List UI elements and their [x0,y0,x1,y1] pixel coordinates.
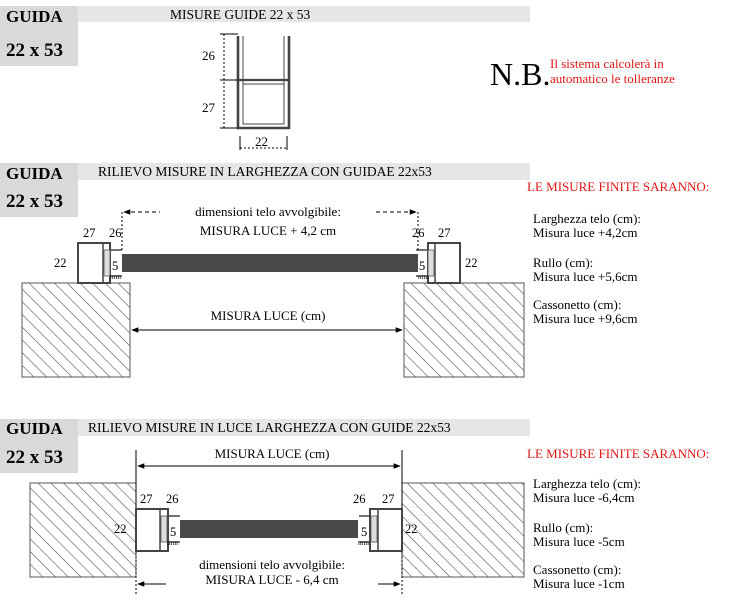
dim-top: 26 [202,48,215,63]
num-22-left: 22 [114,522,127,536]
num-27-left: 27 [140,492,153,506]
dim-width: 22 [255,134,268,149]
num-27-left: 27 [83,226,96,240]
result-value-cassonetto: Misura luce +9,6cm [533,311,638,326]
result-value-rullo: Misura luce +5,6cm [533,269,638,284]
luce-label: MISURA LUCE (cm) [210,308,326,323]
unit-mm-right: mm [418,273,429,281]
num-22-right: 22 [465,256,478,270]
guida-label: GUIDA [6,7,63,26]
telo-bar [122,254,418,272]
nb-note [490,56,675,92]
num-22-left: 22 [54,256,67,270]
num-26-right: 26 [412,226,425,240]
wall-right [404,283,524,377]
nb-line-2: automatico le tolleranze [550,71,675,86]
vertical-dimension [220,34,238,128]
size-label: 22 x 53 [6,447,63,468]
telo-bar [180,520,358,538]
telo-dimension-label: dimensioni telo avvolgibile: [195,204,341,219]
size-label: 22 x 53 [6,191,63,212]
unit-mm-right: mm [358,539,369,547]
nb-line-1: Il sistema calcolerà in [550,56,664,71]
section-title: RILIEVO MISURE IN LUCE LARGHEZZA CON GUIDE 22x53 [88,420,451,435]
result-label-cassonetto: Cassonetto (cm): [533,297,622,312]
num-26-left: 26 [109,226,122,240]
result-value-cassonetto: Misura luce -1cm [533,576,625,591]
num-27-right: 27 [382,492,395,506]
section-title: RILIEVO MISURE IN LARGHEZZA CON GUIDAE 22x53 [98,164,432,179]
unit-mm-left: mm [167,539,178,547]
dim-bottom: 27 [202,100,215,115]
num-5-left: 5 [112,259,119,273]
num-27-right: 27 [438,226,451,240]
size-label: 22 x 53 [6,40,63,61]
guida-label: GUIDA [6,419,63,438]
guide-profile [238,36,289,128]
num-22-right: 22 [405,522,418,536]
result-value-telo: Misura luce +4,2cm [533,225,638,240]
section-title: MISURE GUIDE 22 x 53 [170,7,311,22]
section-width-with-guides [0,163,709,377]
telo-dimension-value: MISURA LUCE + 4,2 cm [199,223,337,238]
result-label-telo: Larghezza telo (cm): [533,476,642,491]
result-label-telo: Larghezza telo (cm): [533,211,642,226]
num-5-right: 5 [419,259,426,273]
guida-label: GUIDA [6,164,63,183]
telo-dimension-value: MISURA LUCE - 6,4 cm [205,572,339,587]
num-26-right: 26 [353,492,366,506]
results-title: LE MISURE FINITE SARANNO: [527,179,710,194]
wall-left [22,283,130,377]
num-26-left: 26 [166,492,179,506]
result-value-telo: Misura luce -6,4cm [533,490,635,505]
section-guide-measures [0,6,530,150]
num-5-right: 5 [361,525,368,539]
wall-right [402,483,524,577]
result-label-rullo: Rullo (cm): [533,255,594,270]
results-title: LE MISURE FINITE SARANNO: [527,446,710,461]
num-5-left: 5 [170,525,177,539]
unit-mm-left: mm [110,273,121,281]
section-luce-with-guides [0,419,709,594]
telo-dimension-label: dimensioni telo avvolgibile: [199,557,345,572]
result-value-rullo: Misura luce -5cm [533,534,625,549]
luce-label: MISURA LUCE (cm) [214,446,330,461]
result-label-cassonetto: Cassonetto (cm): [533,562,622,577]
result-label-rullo: Rullo (cm): [533,520,594,535]
nb-label: N.B. [490,56,551,92]
